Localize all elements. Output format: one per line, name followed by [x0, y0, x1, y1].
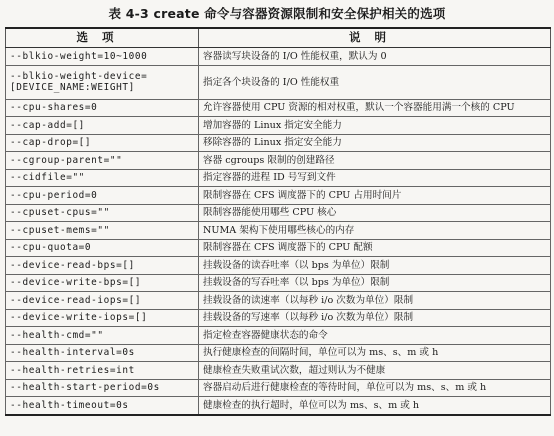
description-cell: 健康检查失败重试次数，超过则认为不健康	[199, 362, 551, 380]
option-cell: --cap-drop=[]	[6, 134, 199, 152]
table-row	[6, 222, 551, 240]
table-row	[6, 344, 551, 362]
options-table	[5, 27, 551, 416]
option-cell: --cpuset-cpus=""	[6, 204, 199, 222]
description-cell: 指定容器的进程 ID 号写到文件	[199, 169, 551, 187]
description-cell: 允许容器使用 CPU 资源的相对权重，默认一个容器能用满一个核的 CPU	[199, 99, 551, 117]
header-description: 说明	[199, 28, 551, 48]
table-row	[6, 152, 551, 170]
description-cell: NUMA 架构下使用哪些核心的内存	[199, 222, 551, 240]
table-row	[6, 134, 551, 152]
option-cell: --health-timeout=0s	[6, 397, 199, 415]
option-cell: --cpu-quota=0	[6, 239, 199, 257]
option-cell: --cpuset-mems=""	[6, 222, 199, 240]
option-cell: --health-retries=int	[6, 362, 199, 380]
table-row	[6, 257, 551, 275]
description-cell: 执行健康检查的间隔时间，单位可以为 ms、s、m 或 h	[199, 344, 551, 362]
description-cell: 限制容器能使用哪些 CPU 核心	[199, 204, 551, 222]
table-row	[6, 169, 551, 187]
description-cell: 挂载设备的写速率（以每秒 i/o 次数为单位）限制	[199, 309, 551, 327]
table-row	[6, 65, 551, 99]
description-cell: 容器 cgroups 限制的创建路径	[199, 152, 551, 170]
option-cell: --device-read-iops=[]	[6, 292, 199, 310]
description-cell: 容器启动后进行健康检查的等待时间，单位可以为 ms、s、m 或 h	[199, 379, 551, 397]
option-cell: --health-start-period=0s	[6, 379, 199, 397]
description-cell: 限制容器在 CFS 调度器下的 CPU 配额	[199, 239, 551, 257]
description-cell: 挂载设备的读速率（以每秒 i/o 次数为单位）限制	[199, 292, 551, 310]
table-row	[6, 48, 551, 66]
option-cell: --device-write-bps=[]	[6, 274, 199, 292]
option-cell: --device-read-bps=[]	[6, 257, 199, 275]
table-row	[6, 274, 551, 292]
option-cell: --cpu-period=0	[6, 187, 199, 205]
description-cell: 增加容器的 Linux 指定安全能力	[199, 117, 551, 135]
description-cell: 移除容器的 Linux 指定安全能力	[199, 134, 551, 152]
table-row	[6, 309, 551, 327]
header-option: 选项	[6, 28, 199, 48]
description-cell: 限制容器在 CFS 调度器下的 CPU 占用时间片	[199, 187, 551, 205]
option-cell: --cgroup-parent=""	[6, 152, 199, 170]
table-header-row	[6, 28, 551, 48]
table-row	[6, 187, 551, 205]
table-row	[6, 292, 551, 310]
table-row	[6, 397, 551, 415]
table-row	[6, 204, 551, 222]
option-cell: --device-write-iops=[]	[6, 309, 199, 327]
table-row	[6, 117, 551, 135]
description-cell: 容器读写块设备的 I/O 性能权重，默认为 0	[199, 48, 551, 66]
option-cell: --health-cmd=""	[6, 327, 199, 345]
table-caption: 表 4-3 create 命令与容器资源限制和安全保护相关的选项	[108, 6, 446, 21]
description-cell: 指定各个块设备的 I/O 性能权重	[199, 65, 551, 99]
option-cell: --blkio-weight=10~1000	[6, 48, 199, 66]
table-row	[6, 99, 551, 117]
option-cell: --cidfile=""	[6, 169, 199, 187]
table-row	[6, 239, 551, 257]
table-row	[6, 327, 551, 345]
description-cell: 指定检查容器健康状态的命令	[199, 327, 551, 345]
description-cell: 健康检查的执行超时，单位可以为 ms、s、m 或 h	[199, 397, 551, 415]
option-cell: --health-interval=0s	[6, 344, 199, 362]
description-cell: 挂载设备的读吞吐率（以 bps 为单位）限制	[199, 257, 551, 275]
table-row	[6, 362, 551, 380]
option-cell: --cpu-shares=0	[6, 99, 199, 117]
option-cell: --cap-add=[]	[6, 117, 199, 135]
option-cell: --blkio-weight-device=[DEVICE_NAME:WEIGHT]	[6, 65, 199, 99]
description-cell: 挂载设备的写吞吐率（以 bps 为单位）限制	[199, 274, 551, 292]
table-row	[6, 379, 551, 397]
